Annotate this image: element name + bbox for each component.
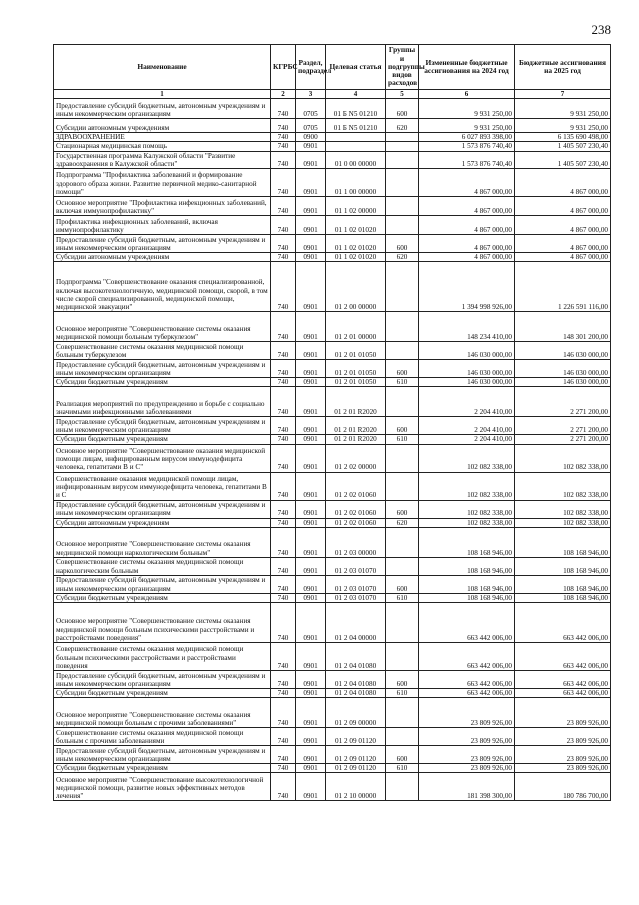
row-amount-2024: 148 234 410,00 xyxy=(419,312,515,342)
row-name: Основное мероприятие "Совершенствование оказания медицинской помощи лицам, инфицированным вирусом иммунодефицита человека, гепатитами В и С" xyxy=(54,444,271,472)
row-expense-group xyxy=(386,312,419,342)
row-target-article: 01 2 01 R2020 xyxy=(326,387,386,417)
row-amount-2024: 181 398 300,00 xyxy=(419,773,515,801)
row-amount-2024: 146 030 000,00 xyxy=(419,360,515,378)
row-name: Государственная программа Калужской области "Развитие здравоохранения в Калужской области" xyxy=(54,151,271,168)
table-row xyxy=(54,262,611,312)
row-section: 0901 xyxy=(296,387,326,417)
row-amount-2024: 1 394 998 926,00 xyxy=(419,262,515,312)
row-kgrbs: 740 xyxy=(271,728,296,746)
row-amount-2025: 6 135 690 498,00 xyxy=(515,133,611,142)
row-section: 0901 xyxy=(296,527,326,557)
row-amount-2024: 102 082 338,00 xyxy=(419,444,515,472)
row-expense-group xyxy=(386,472,419,500)
column-number-row xyxy=(54,90,611,99)
table-row xyxy=(54,500,611,518)
row-name: Предоставление субсидий бюджетным, автономным учреждениям и иным некоммерческим организациям xyxy=(54,360,271,378)
column-number: 6 xyxy=(419,90,515,99)
row-target-article: 01 2 09 01120 xyxy=(326,746,386,764)
table-row xyxy=(54,689,611,698)
row-name: Субсидии автономным учреждениям xyxy=(54,253,271,262)
row-kgrbs: 740 xyxy=(271,643,296,671)
table-row xyxy=(54,518,611,527)
row-section: 0901 xyxy=(296,169,326,197)
row-amount-2025: 663 442 006,00 xyxy=(515,671,611,689)
table-row xyxy=(54,728,611,746)
row-section: 0901 xyxy=(296,262,326,312)
row-kgrbs: 740 xyxy=(271,197,296,216)
row-amount-2025: 108 168 946,00 xyxy=(515,557,611,575)
row-target-article: 01 2 01 R2020 xyxy=(326,417,386,435)
row-section: 0705 xyxy=(296,99,326,119)
row-target-article: 01 2 09 01120 xyxy=(326,764,386,773)
row-section: 0901 xyxy=(296,603,326,643)
row-amount-2025: 2 271 200,00 xyxy=(515,387,611,417)
row-section: 0901 xyxy=(296,253,326,262)
header-target-article: Целевая статья xyxy=(326,45,386,90)
row-target-article xyxy=(326,133,386,142)
row-section: 0901 xyxy=(296,643,326,671)
table-row xyxy=(54,698,611,728)
row-expense-group xyxy=(386,728,419,746)
row-kgrbs: 740 xyxy=(271,342,296,360)
row-amount-2024: 23 809 926,00 xyxy=(419,764,515,773)
row-target-article: 01 2 03 00000 xyxy=(326,527,386,557)
row-kgrbs: 740 xyxy=(271,99,296,119)
row-kgrbs: 740 xyxy=(271,593,296,602)
row-kgrbs: 740 xyxy=(271,698,296,728)
row-amount-2024: 2 204 410,00 xyxy=(419,417,515,435)
column-number: 5 xyxy=(386,90,419,99)
row-kgrbs: 740 xyxy=(271,417,296,435)
row-target-article: 01 1 00 00000 xyxy=(326,169,386,197)
row-amount-2025: 146 030 000,00 xyxy=(515,360,611,378)
row-amount-2025: 102 082 338,00 xyxy=(515,472,611,500)
page-number: 238 xyxy=(591,22,611,37)
row-section: 0901 xyxy=(296,312,326,342)
row-expense-group: 600 xyxy=(386,417,419,435)
row-amount-2024: 1 573 876 740,40 xyxy=(419,151,515,168)
row-amount-2025: 4 867 000,00 xyxy=(515,216,611,235)
row-expense-group: 600 xyxy=(386,575,419,593)
row-amount-2025: 146 030 000,00 xyxy=(515,378,611,387)
table-row xyxy=(54,671,611,689)
row-expense-group xyxy=(386,169,419,197)
row-expense-group xyxy=(386,142,419,151)
column-number: 7 xyxy=(515,90,611,99)
row-amount-2025: 23 809 926,00 xyxy=(515,746,611,764)
row-name: Совершенствование системы оказания медицинской помощи больным туберкулезом xyxy=(54,342,271,360)
row-expense-group xyxy=(386,643,419,671)
row-name: Основное мероприятие "Профилактика инфекционных заболеваний, включая иммунопрофилактику" xyxy=(54,197,271,216)
row-expense-group: 600 xyxy=(386,671,419,689)
row-name: Предоставление субсидий бюджетным, автономным учреждениям и иным некоммерческим организациям xyxy=(54,575,271,593)
table-row xyxy=(54,593,611,602)
row-kgrbs: 740 xyxy=(271,378,296,387)
table-row xyxy=(54,99,611,119)
row-section: 0901 xyxy=(296,235,326,253)
row-section: 0901 xyxy=(296,500,326,518)
row-expense-group: 610 xyxy=(386,378,419,387)
row-name: Основное мероприятие "Совершенствование системы оказания медицинской помощи больным психическими расстройствами и расстройствами поведения" xyxy=(54,603,271,643)
header-section: Раздел, подраздел xyxy=(296,45,326,90)
row-target-article: 01 2 01 01050 xyxy=(326,360,386,378)
row-section: 0901 xyxy=(296,197,326,216)
row-amount-2025: 663 442 006,00 xyxy=(515,603,611,643)
row-kgrbs: 740 xyxy=(271,689,296,698)
row-target-article: 01 2 04 01080 xyxy=(326,643,386,671)
row-section: 0901 xyxy=(296,360,326,378)
row-section: 0901 xyxy=(296,698,326,728)
row-name: Субсидии бюджетным учреждениям xyxy=(54,593,271,602)
row-target-article: 01 2 01 01050 xyxy=(326,342,386,360)
row-kgrbs: 740 xyxy=(271,557,296,575)
row-target-article: 01 2 04 00000 xyxy=(326,603,386,643)
row-name: ЗДРАВООХРАНЕНИЕ xyxy=(54,133,271,142)
row-amount-2024: 9 931 250,00 xyxy=(419,99,515,119)
row-target-article: 01 2 02 00000 xyxy=(326,444,386,472)
row-amount-2025: 4 867 000,00 xyxy=(515,169,611,197)
row-section: 0901 xyxy=(296,342,326,360)
table-row xyxy=(54,387,611,417)
row-section: 0901 xyxy=(296,216,326,235)
row-amount-2025: 146 030 000,00 xyxy=(515,342,611,360)
row-target-article: 01 1 02 00000 xyxy=(326,197,386,216)
row-expense-group: 620 xyxy=(386,119,419,133)
row-target-article: 01 2 09 01120 xyxy=(326,728,386,746)
row-kgrbs: 740 xyxy=(271,142,296,151)
row-expense-group xyxy=(386,262,419,312)
row-kgrbs: 740 xyxy=(271,435,296,444)
row-amount-2025: 102 082 338,00 xyxy=(515,500,611,518)
row-expense-group xyxy=(386,444,419,472)
row-name: Реализация мероприятий по предупреждению и борьбе с социально значимыми инфекционными заболеваниями xyxy=(54,387,271,417)
row-expense-group xyxy=(386,603,419,643)
row-amount-2024: 663 442 006,00 xyxy=(419,689,515,698)
row-expense-group xyxy=(386,133,419,142)
row-amount-2024: 23 809 926,00 xyxy=(419,698,515,728)
row-section: 0901 xyxy=(296,378,326,387)
budget-table xyxy=(53,44,611,801)
row-target-article: 01 1 02 01020 xyxy=(326,253,386,262)
row-target-article: 01 2 03 01070 xyxy=(326,557,386,575)
row-amount-2024: 23 809 926,00 xyxy=(419,746,515,764)
row-kgrbs: 740 xyxy=(271,764,296,773)
table-row xyxy=(54,151,611,168)
row-kgrbs: 740 xyxy=(271,746,296,764)
row-target-article: 01 2 03 01070 xyxy=(326,575,386,593)
row-amount-2025: 1 405 507 230,40 xyxy=(515,142,611,151)
row-name: Субсидии бюджетным учреждениям xyxy=(54,435,271,444)
table-row xyxy=(54,746,611,764)
row-amount-2025: 102 082 338,00 xyxy=(515,444,611,472)
row-target-article: 01 2 10 00000 xyxy=(326,773,386,801)
row-expense-group: 610 xyxy=(386,689,419,698)
table-row xyxy=(54,773,611,801)
column-number: 2 xyxy=(271,90,296,99)
table-row xyxy=(54,472,611,500)
row-section: 0901 xyxy=(296,689,326,698)
row-amount-2024: 9 931 250,00 xyxy=(419,119,515,133)
row-target-article: 01 1 02 01020 xyxy=(326,235,386,253)
row-expense-group: 600 xyxy=(386,360,419,378)
row-kgrbs: 740 xyxy=(271,312,296,342)
row-name: Основное мероприятие "Совершенствование высокотехнологичной медицинской помощи, развитие новых эффективных методов лечения" xyxy=(54,773,271,801)
row-kgrbs: 740 xyxy=(271,151,296,168)
row-amount-2025: 1 226 591 116,00 xyxy=(515,262,611,312)
row-kgrbs: 740 xyxy=(271,444,296,472)
row-amount-2024: 4 867 000,00 xyxy=(419,235,515,253)
table-row xyxy=(54,169,611,197)
row-target-article: 01 2 04 01080 xyxy=(326,671,386,689)
table-row xyxy=(54,643,611,671)
row-name: Основное мероприятие "Совершенствование системы оказания медицинской помощи больным с прочими заболеваниями" xyxy=(54,698,271,728)
table-row xyxy=(54,235,611,253)
row-expense-group: 610 xyxy=(386,593,419,602)
row-section: 0901 xyxy=(296,593,326,602)
row-expense-group: 610 xyxy=(386,764,419,773)
row-amount-2025: 4 867 000,00 xyxy=(515,197,611,216)
row-amount-2024: 4 867 000,00 xyxy=(419,216,515,235)
row-amount-2024: 23 809 926,00 xyxy=(419,728,515,746)
row-amount-2024: 108 168 946,00 xyxy=(419,557,515,575)
row-amount-2025: 102 082 338,00 xyxy=(515,518,611,527)
row-name: Стационарная медицинская помощь xyxy=(54,142,271,151)
row-name: Предоставление субсидий бюджетным, автономным учреждениям и иным некоммерческим организациям xyxy=(54,235,271,253)
row-expense-group: 600 xyxy=(386,235,419,253)
row-name: Субсидии бюджетным учреждениям xyxy=(54,689,271,698)
row-name: Предоставление субсидий бюджетным, автономным учреждениям и иным некоммерческим организациям xyxy=(54,417,271,435)
table-row xyxy=(54,253,611,262)
row-kgrbs: 740 xyxy=(271,773,296,801)
row-expense-group xyxy=(386,216,419,235)
table-body xyxy=(54,99,611,801)
row-section: 0901 xyxy=(296,417,326,435)
row-section: 0901 xyxy=(296,435,326,444)
row-kgrbs: 740 xyxy=(271,360,296,378)
row-kgrbs: 740 xyxy=(271,253,296,262)
row-expense-group xyxy=(386,387,419,417)
row-amount-2025: 4 867 000,00 xyxy=(515,253,611,262)
table-row xyxy=(54,216,611,235)
row-expense-group xyxy=(386,342,419,360)
row-target-article: 01 2 01 01050 xyxy=(326,378,386,387)
row-amount-2024: 663 442 006,00 xyxy=(419,643,515,671)
row-kgrbs: 740 xyxy=(271,671,296,689)
row-kgrbs: 740 xyxy=(271,262,296,312)
row-amount-2024: 4 867 000,00 xyxy=(419,197,515,216)
row-kgrbs: 740 xyxy=(271,500,296,518)
row-amount-2025: 1 405 507 230,40 xyxy=(515,151,611,168)
row-amount-2025: 663 442 006,00 xyxy=(515,689,611,698)
row-name: Предоставление субсидий бюджетным, автономным учреждениям и иным некоммерческим организациям xyxy=(54,500,271,518)
row-expense-group xyxy=(386,197,419,216)
row-kgrbs: 740 xyxy=(271,527,296,557)
header-amount-2024: Измененные бюджетные ассигнования на 2024 год xyxy=(419,45,515,90)
row-amount-2025: 2 271 200,00 xyxy=(515,417,611,435)
header-row xyxy=(54,45,611,90)
row-target-article: 01 Б N5 01210 xyxy=(326,99,386,119)
row-section: 0901 xyxy=(296,671,326,689)
row-kgrbs: 740 xyxy=(271,575,296,593)
row-kgrbs: 740 xyxy=(271,472,296,500)
table-row xyxy=(54,603,611,643)
row-kgrbs: 740 xyxy=(271,603,296,643)
row-expense-group: 600 xyxy=(386,99,419,119)
row-kgrbs: 740 xyxy=(271,133,296,142)
row-amount-2025: 4 867 000,00 xyxy=(515,235,611,253)
row-expense-group: 610 xyxy=(386,435,419,444)
table-row xyxy=(54,444,611,472)
row-target-article: 01 2 03 01070 xyxy=(326,593,386,602)
row-section: 0901 xyxy=(296,142,326,151)
table-row xyxy=(54,342,611,360)
row-amount-2024: 108 168 946,00 xyxy=(419,575,515,593)
table-row xyxy=(54,527,611,557)
row-amount-2025: 663 442 006,00 xyxy=(515,643,611,671)
row-target-article: 01 2 02 01060 xyxy=(326,518,386,527)
row-name: Подпрограмма "Профилактика заболеваний и формирование здорового образа жизни. Развитие первичной медико-санитарной помощи" xyxy=(54,169,271,197)
row-expense-group xyxy=(386,698,419,728)
row-amount-2024: 108 168 946,00 xyxy=(419,527,515,557)
row-target-article: 01 2 01 00000 xyxy=(326,312,386,342)
table-row xyxy=(54,575,611,593)
row-target-article: 01 Б N5 01210 xyxy=(326,119,386,133)
header-expense-group: Группы и подгруппы видов расходов xyxy=(386,45,419,90)
row-target-article: 01 2 01 R2020 xyxy=(326,435,386,444)
row-name: Основное мероприятие "Совершенствование системы оказания медицинской помощи наркологическим больным" xyxy=(54,527,271,557)
row-amount-2024: 146 030 000,00 xyxy=(419,378,515,387)
row-kgrbs: 740 xyxy=(271,169,296,197)
row-expense-group xyxy=(386,527,419,557)
row-target-article xyxy=(326,142,386,151)
table-row xyxy=(54,557,611,575)
row-section: 0901 xyxy=(296,773,326,801)
row-expense-group: 600 xyxy=(386,500,419,518)
row-target-article: 01 2 02 01060 xyxy=(326,472,386,500)
row-section: 0901 xyxy=(296,151,326,168)
row-amount-2025: 23 809 926,00 xyxy=(515,728,611,746)
header-amount-2025: Бюджетные ассигнования на 2025 год xyxy=(515,45,611,90)
table-row xyxy=(54,197,611,216)
row-amount-2025: 9 931 250,00 xyxy=(515,99,611,119)
row-amount-2024: 102 082 338,00 xyxy=(419,518,515,527)
row-amount-2025: 108 168 946,00 xyxy=(515,593,611,602)
row-section: 0901 xyxy=(296,444,326,472)
row-expense-group: 620 xyxy=(386,253,419,262)
row-name: Субсидии бюджетным учреждениям xyxy=(54,764,271,773)
table-row xyxy=(54,378,611,387)
row-expense-group: 600 xyxy=(386,746,419,764)
row-target-article: 01 2 02 01060 xyxy=(326,500,386,518)
table-row xyxy=(54,312,611,342)
row-target-article: 01 2 09 00000 xyxy=(326,698,386,728)
row-section: 0901 xyxy=(296,728,326,746)
table-row xyxy=(54,119,611,133)
row-amount-2024: 663 442 006,00 xyxy=(419,671,515,689)
row-amount-2024: 4 867 000,00 xyxy=(419,169,515,197)
row-amount-2025: 108 168 946,00 xyxy=(515,575,611,593)
row-name: Субсидии автономным учреждениям xyxy=(54,518,271,527)
row-kgrbs: 740 xyxy=(271,235,296,253)
row-amount-2024: 6 027 893 398,00 xyxy=(419,133,515,142)
row-amount-2024: 102 082 338,00 xyxy=(419,500,515,518)
column-number: 3 xyxy=(296,90,326,99)
row-name: Основное мероприятие "Совершенствование системы оказания медицинской помощи больным туберкулезом" xyxy=(54,312,271,342)
row-name: Совершенствование системы оказания медицинской помощи больным с прочими заболеваниями xyxy=(54,728,271,746)
row-section: 0705 xyxy=(296,119,326,133)
row-amount-2025: 108 168 946,00 xyxy=(515,527,611,557)
row-name: Предоставление субсидий бюджетным, автономным учреждениям и иным некоммерческим организациям xyxy=(54,99,271,119)
row-expense-group xyxy=(386,151,419,168)
row-amount-2024: 146 030 000,00 xyxy=(419,342,515,360)
row-kgrbs: 740 xyxy=(271,387,296,417)
row-amount-2024: 2 204 410,00 xyxy=(419,387,515,417)
row-section: 0901 xyxy=(296,518,326,527)
row-kgrbs: 740 xyxy=(271,119,296,133)
row-target-article: 01 0 00 00000 xyxy=(326,151,386,168)
row-amount-2024: 102 082 338,00 xyxy=(419,472,515,500)
row-name: Субсидии бюджетным учреждениям xyxy=(54,378,271,387)
row-name: Профилактика инфекционных заболеваний, включая иммунопрофилактику xyxy=(54,216,271,235)
row-amount-2025: 148 301 200,00 xyxy=(515,312,611,342)
row-kgrbs: 740 xyxy=(271,216,296,235)
row-amount-2025: 9 931 250,00 xyxy=(515,119,611,133)
table-row xyxy=(54,133,611,142)
row-section: 0901 xyxy=(296,557,326,575)
row-amount-2024: 2 204 410,00 xyxy=(419,435,515,444)
table-row xyxy=(54,360,611,378)
row-name: Субсидии автономным учреждениям xyxy=(54,119,271,133)
table-row xyxy=(54,764,611,773)
row-name: Предоставление субсидий бюджетным, автономным учреждениям и иным некоммерческим организациям xyxy=(54,671,271,689)
row-amount-2024: 663 442 006,00 xyxy=(419,603,515,643)
row-amount-2025: 23 809 926,00 xyxy=(515,698,611,728)
row-target-article: 01 2 04 01080 xyxy=(326,689,386,698)
header-kgrbs: КГРБС xyxy=(271,45,296,90)
row-expense-group: 620 xyxy=(386,518,419,527)
row-target-article: 01 2 00 00000 xyxy=(326,262,386,312)
row-section: 0901 xyxy=(296,764,326,773)
row-name: Предоставление субсидий бюджетным, автономным учреждениям и иным некоммерческим организациям xyxy=(54,746,271,764)
row-section: 0900 xyxy=(296,133,326,142)
row-section: 0901 xyxy=(296,746,326,764)
table-row xyxy=(54,435,611,444)
row-amount-2024: 1 573 876 740,40 xyxy=(419,142,515,151)
row-name: Подпрограмма "Совершенствование оказания специализированной, включая высокотехнологичную, медицинской помощи, скорой, в том числе скорой специализированной, медицинской помощи, медицинской эвакуации" xyxy=(54,262,271,312)
row-expense-group xyxy=(386,773,419,801)
row-name: Совершенствование системы оказания медицинской помощи больным психическими расстройствами и расстройствами поведения xyxy=(54,643,271,671)
row-amount-2024: 108 168 946,00 xyxy=(419,593,515,602)
row-amount-2025: 2 271 200,00 xyxy=(515,435,611,444)
row-name: Совершенствование системы оказания медицинской помощи наркологическим больным xyxy=(54,557,271,575)
row-target-article: 01 1 02 01020 xyxy=(326,216,386,235)
row-kgrbs: 740 xyxy=(271,518,296,527)
row-section: 0901 xyxy=(296,472,326,500)
table-row xyxy=(54,142,611,151)
row-expense-group xyxy=(386,557,419,575)
row-amount-2025: 180 786 700,00 xyxy=(515,773,611,801)
row-section: 0901 xyxy=(296,575,326,593)
header-name: Наименование xyxy=(54,45,271,90)
column-number: 1 xyxy=(54,90,271,99)
table-row xyxy=(54,417,611,435)
column-number: 4 xyxy=(326,90,386,99)
row-amount-2024: 4 867 000,00 xyxy=(419,253,515,262)
row-amount-2025: 23 809 926,00 xyxy=(515,764,611,773)
row-name: Совершенствование оказания медицинской помощи лицам, инфицированным вирусом иммунодефицита человека, гепатитами В и С xyxy=(54,472,271,500)
